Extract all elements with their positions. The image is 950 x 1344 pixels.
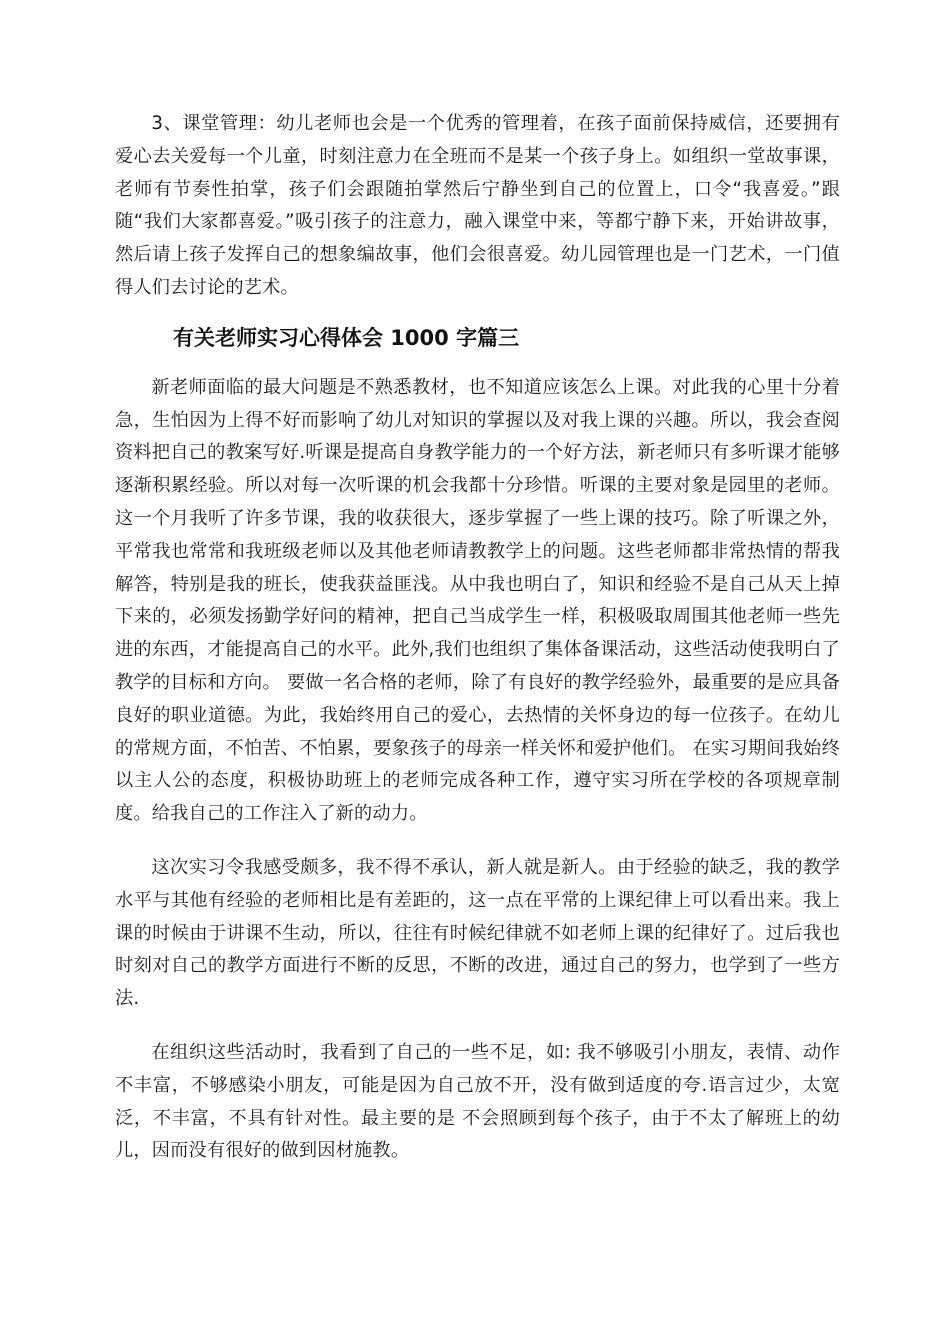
document-page (115, 108, 840, 1168)
section-heading: 有关老师实习心得体会 1000 字篇三 (173, 325, 520, 350)
paragraph-classroom-management: 3、课堂管理：幼儿老师也会是一个优秀的管理着，在孩子面前保持威信，还要拥有爱心去关爱每一个儿童，时刻注意力在全班而不是某一个孩子身上。如组织一堂故事课，老师有节奏性拍掌，孩子们会跟随拍掌然后宁静坐到自己的位置上，口令“我喜爱。”跟随“我们大家都喜爱。”吸引孩子的注意力，融入课堂中来，等都宁静下来，开始讲故事，然后请上孩子发挥自己的想象编故事，他们会很喜爱。幼儿园管理也是一门艺术，一门值得人们去讨论的艺术。 (115, 113, 840, 298)
paragraph-new-teacher: 新老师面临的最大问题是不熟悉教材，也不知道应该怎么上课。对此我的心里十分着急，生怕因为上得不好而影响了幼儿对知识的掌握以及对我上课的兴趣。所以，我会查阅资料把自己的教案写好.听课是提高自身教学能力的一个好方法，新老师只有多听课才能够逐渐积累经验。所以对每一次听课的机会我都十分珍惜。听课的主要对象是园里的老师。这一个月我听了许多节课，我的收获很大，逐步掌握了一些上课的技巧。除了听课之外，平常我也常常和我班级老师以及其他老师请教教学上的问题。这些老师都非常热情的帮我解答，特别是我的班长，使我获益匪浅。从中我也明白了，知识和经验不是自己从天上掉下来的，必须发扬勤学好问的精神，把自己当成学生一样，积极吸取周围其他老师一些先进的东西，才能提高自己的水平。此外,我们也组织了集体备课活动，这些活动使我明白了教学的目标和方向。 要做一名合格的老师，除了有良好的教学经验外，最重要的是应具备良好的职业道德。为此，我始终用自己的爱心，去热情的关怀身边的每一位孩子。在幼儿的常规方面，不怕苦、不怕累，要象孩子的母亲一样关怀和爱护他们。 在实习期间我始终以主人公的态度，积极协助班上的老师完成各种工作，遵守实习所在学校的各项规章制度。给我自己的工作注入了新的动力。 (115, 376, 840, 825)
paragraph-shortcomings: 在组织这些活动时，我看到了自己的一些不足，如: 我不够吸引小朋友，表情、动作不丰富，不够感染小朋友，可能是因为自己放不开，没有做到适度的夸.语言过少，太宽泛，不丰富，不具有针对性。最主要的是 不会照顾到每个孩子，由于不太了解班上的幼儿，因而没有很好的做到因材施教。 (115, 1041, 840, 1162)
paragraph-internship-reflection: 这次实习令我感受颇多，我不得不承认，新人就是新人。由于经验的缺乏，我的教学水平与其他有经验的老师相比是有差距的，这一点在平常的上课纪律上可以看出来。我上课的时候由于讲课不生动，所以，往往有时候纪律就不如老师上课的纪律好了。过后我也时刻对自己的教学方面进行不断的反思，不断的改进，通过自己的努力，也学到了一些方法. (115, 856, 840, 1010)
